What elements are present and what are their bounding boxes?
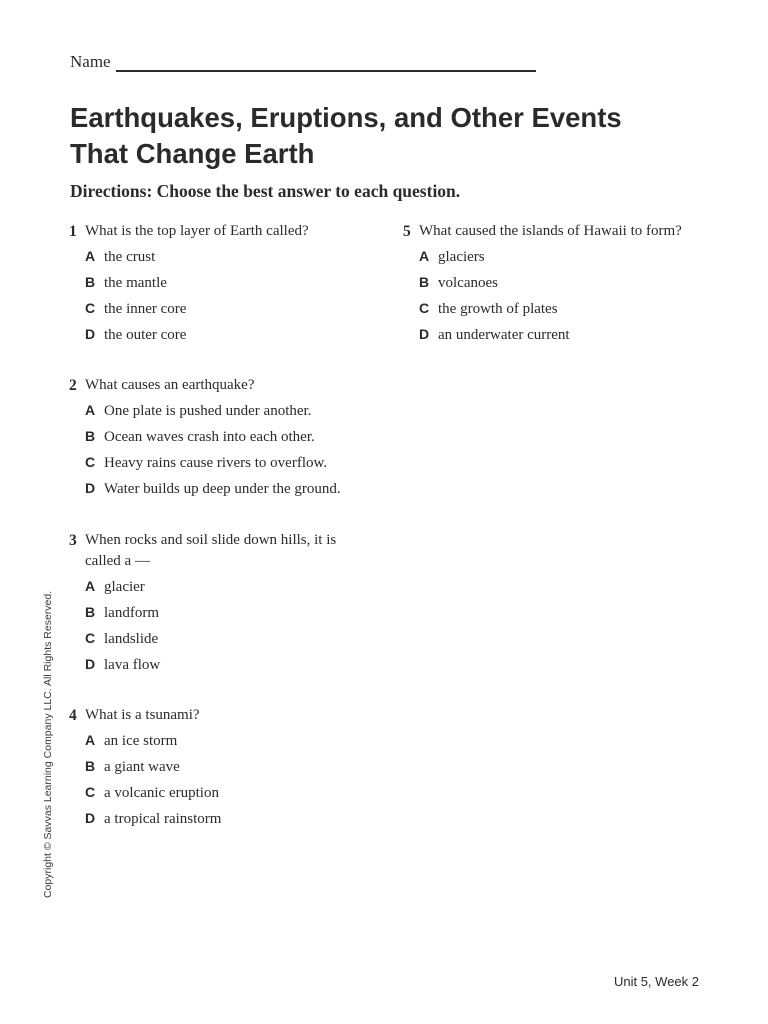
choice-d[interactable] xyxy=(85,809,359,835)
choice-letter: C xyxy=(85,454,96,470)
name-field-row xyxy=(70,52,536,72)
question-stem xyxy=(69,705,359,726)
choice-c[interactable] xyxy=(85,299,359,325)
choice-b[interactable] xyxy=(85,757,359,783)
choice-letter: C xyxy=(85,630,96,646)
choice-text: Water builds up deep under the ground. xyxy=(104,481,341,497)
question-text: What caused the islands of Hawaii to form? xyxy=(419,223,682,239)
choice-letter: B xyxy=(419,274,430,290)
question-4 xyxy=(69,705,359,835)
choice-letter: D xyxy=(85,326,96,342)
choice-text: a giant wave xyxy=(104,759,180,775)
choice-c[interactable] xyxy=(419,299,723,325)
choice-letter: C xyxy=(419,300,430,316)
page-title xyxy=(70,100,730,172)
question-number: 2 xyxy=(69,377,77,394)
choice-text: the mantle xyxy=(104,275,167,291)
unit-week-footer: Unit 5, Week 2 xyxy=(613,974,699,989)
question-stem xyxy=(69,530,369,572)
choice-b[interactable] xyxy=(419,273,723,299)
question-text: What is the top layer of Earth called? xyxy=(85,223,309,239)
question-text: When rocks and soil slide down hills, it is called a — xyxy=(85,532,337,569)
choice-a[interactable] xyxy=(85,731,359,757)
choice-text: Ocean waves crash into each other. xyxy=(104,429,315,445)
choice-a[interactable] xyxy=(419,247,723,273)
choice-text: the inner core xyxy=(104,301,187,317)
choice-text: the crust xyxy=(104,249,156,265)
question-number: 4 xyxy=(69,707,77,724)
choice-text: the outer core xyxy=(104,327,187,343)
choice-letter: D xyxy=(85,810,96,826)
choice-text: One plate is pushed under another. xyxy=(104,403,312,419)
name-blank-line[interactable] xyxy=(116,54,536,72)
choice-b[interactable] xyxy=(85,273,359,299)
title-line-2: That Change Earth xyxy=(70,138,315,169)
question-text: What is a tsunami? xyxy=(85,707,200,723)
question-number: 5 xyxy=(403,223,411,240)
choice-text: landslide xyxy=(104,631,159,647)
choice-b[interactable] xyxy=(85,603,369,629)
question-1 xyxy=(69,221,359,351)
copyright-notice: Copyright © Savvas Learning Company LLC. All Rights Reserved. xyxy=(42,590,54,898)
choice-text: an ice storm xyxy=(104,733,178,749)
choice-letter: A xyxy=(85,402,96,418)
choice-text: landform xyxy=(104,605,159,621)
choice-letter: C xyxy=(85,300,96,316)
question-number: 3 xyxy=(69,532,77,549)
choice-letter: C xyxy=(85,784,96,800)
choice-letter: B xyxy=(85,758,96,774)
question-stem xyxy=(403,221,723,242)
choice-text: a tropical rainstorm xyxy=(104,811,222,827)
choice-text: lava flow xyxy=(104,657,161,673)
choice-letter: B xyxy=(85,604,96,620)
choice-a[interactable] xyxy=(85,247,359,273)
choice-d[interactable] xyxy=(85,655,369,681)
choice-text: volcanoes xyxy=(438,275,498,291)
choice-c[interactable] xyxy=(85,629,369,655)
choice-letter: B xyxy=(85,428,96,444)
choice-d[interactable] xyxy=(419,325,723,351)
choice-d[interactable] xyxy=(85,479,359,505)
question-2 xyxy=(69,375,359,505)
choice-text: the growth of plates xyxy=(438,301,558,317)
choice-c[interactable] xyxy=(85,783,359,809)
choice-letter: B xyxy=(85,274,96,290)
choice-c[interactable] xyxy=(85,453,359,479)
name-label: Name xyxy=(70,52,111,71)
choice-letter: A xyxy=(85,732,96,748)
choice-text: glacier xyxy=(104,579,145,595)
question-text: What causes an earthquake? xyxy=(85,377,255,393)
choice-d[interactable] xyxy=(85,325,359,351)
question-3 xyxy=(69,530,369,681)
choice-text: an underwater current xyxy=(438,327,570,343)
choice-text: a volcanic eruption xyxy=(104,785,219,801)
question-stem xyxy=(69,221,359,242)
choice-letter: A xyxy=(85,578,96,594)
choice-b[interactable] xyxy=(85,427,359,453)
choice-a[interactable] xyxy=(85,401,359,427)
choice-letter: A xyxy=(85,248,96,264)
choice-text: Heavy rains cause rivers to overflow. xyxy=(104,455,328,471)
directions: Directions: Choose the best answer to each question. xyxy=(70,181,461,201)
choice-letter: D xyxy=(419,326,430,342)
choice-letter: A xyxy=(419,248,430,264)
choice-text: glaciers xyxy=(438,249,485,265)
question-stem xyxy=(69,375,359,396)
question-5 xyxy=(403,221,723,351)
choice-letter: D xyxy=(85,656,96,672)
choice-letter: D xyxy=(85,480,96,496)
title-line-1: Earthquakes, Eruptions, and Other Events xyxy=(70,102,622,133)
question-number: 1 xyxy=(69,223,77,240)
choice-a[interactable] xyxy=(85,577,369,603)
